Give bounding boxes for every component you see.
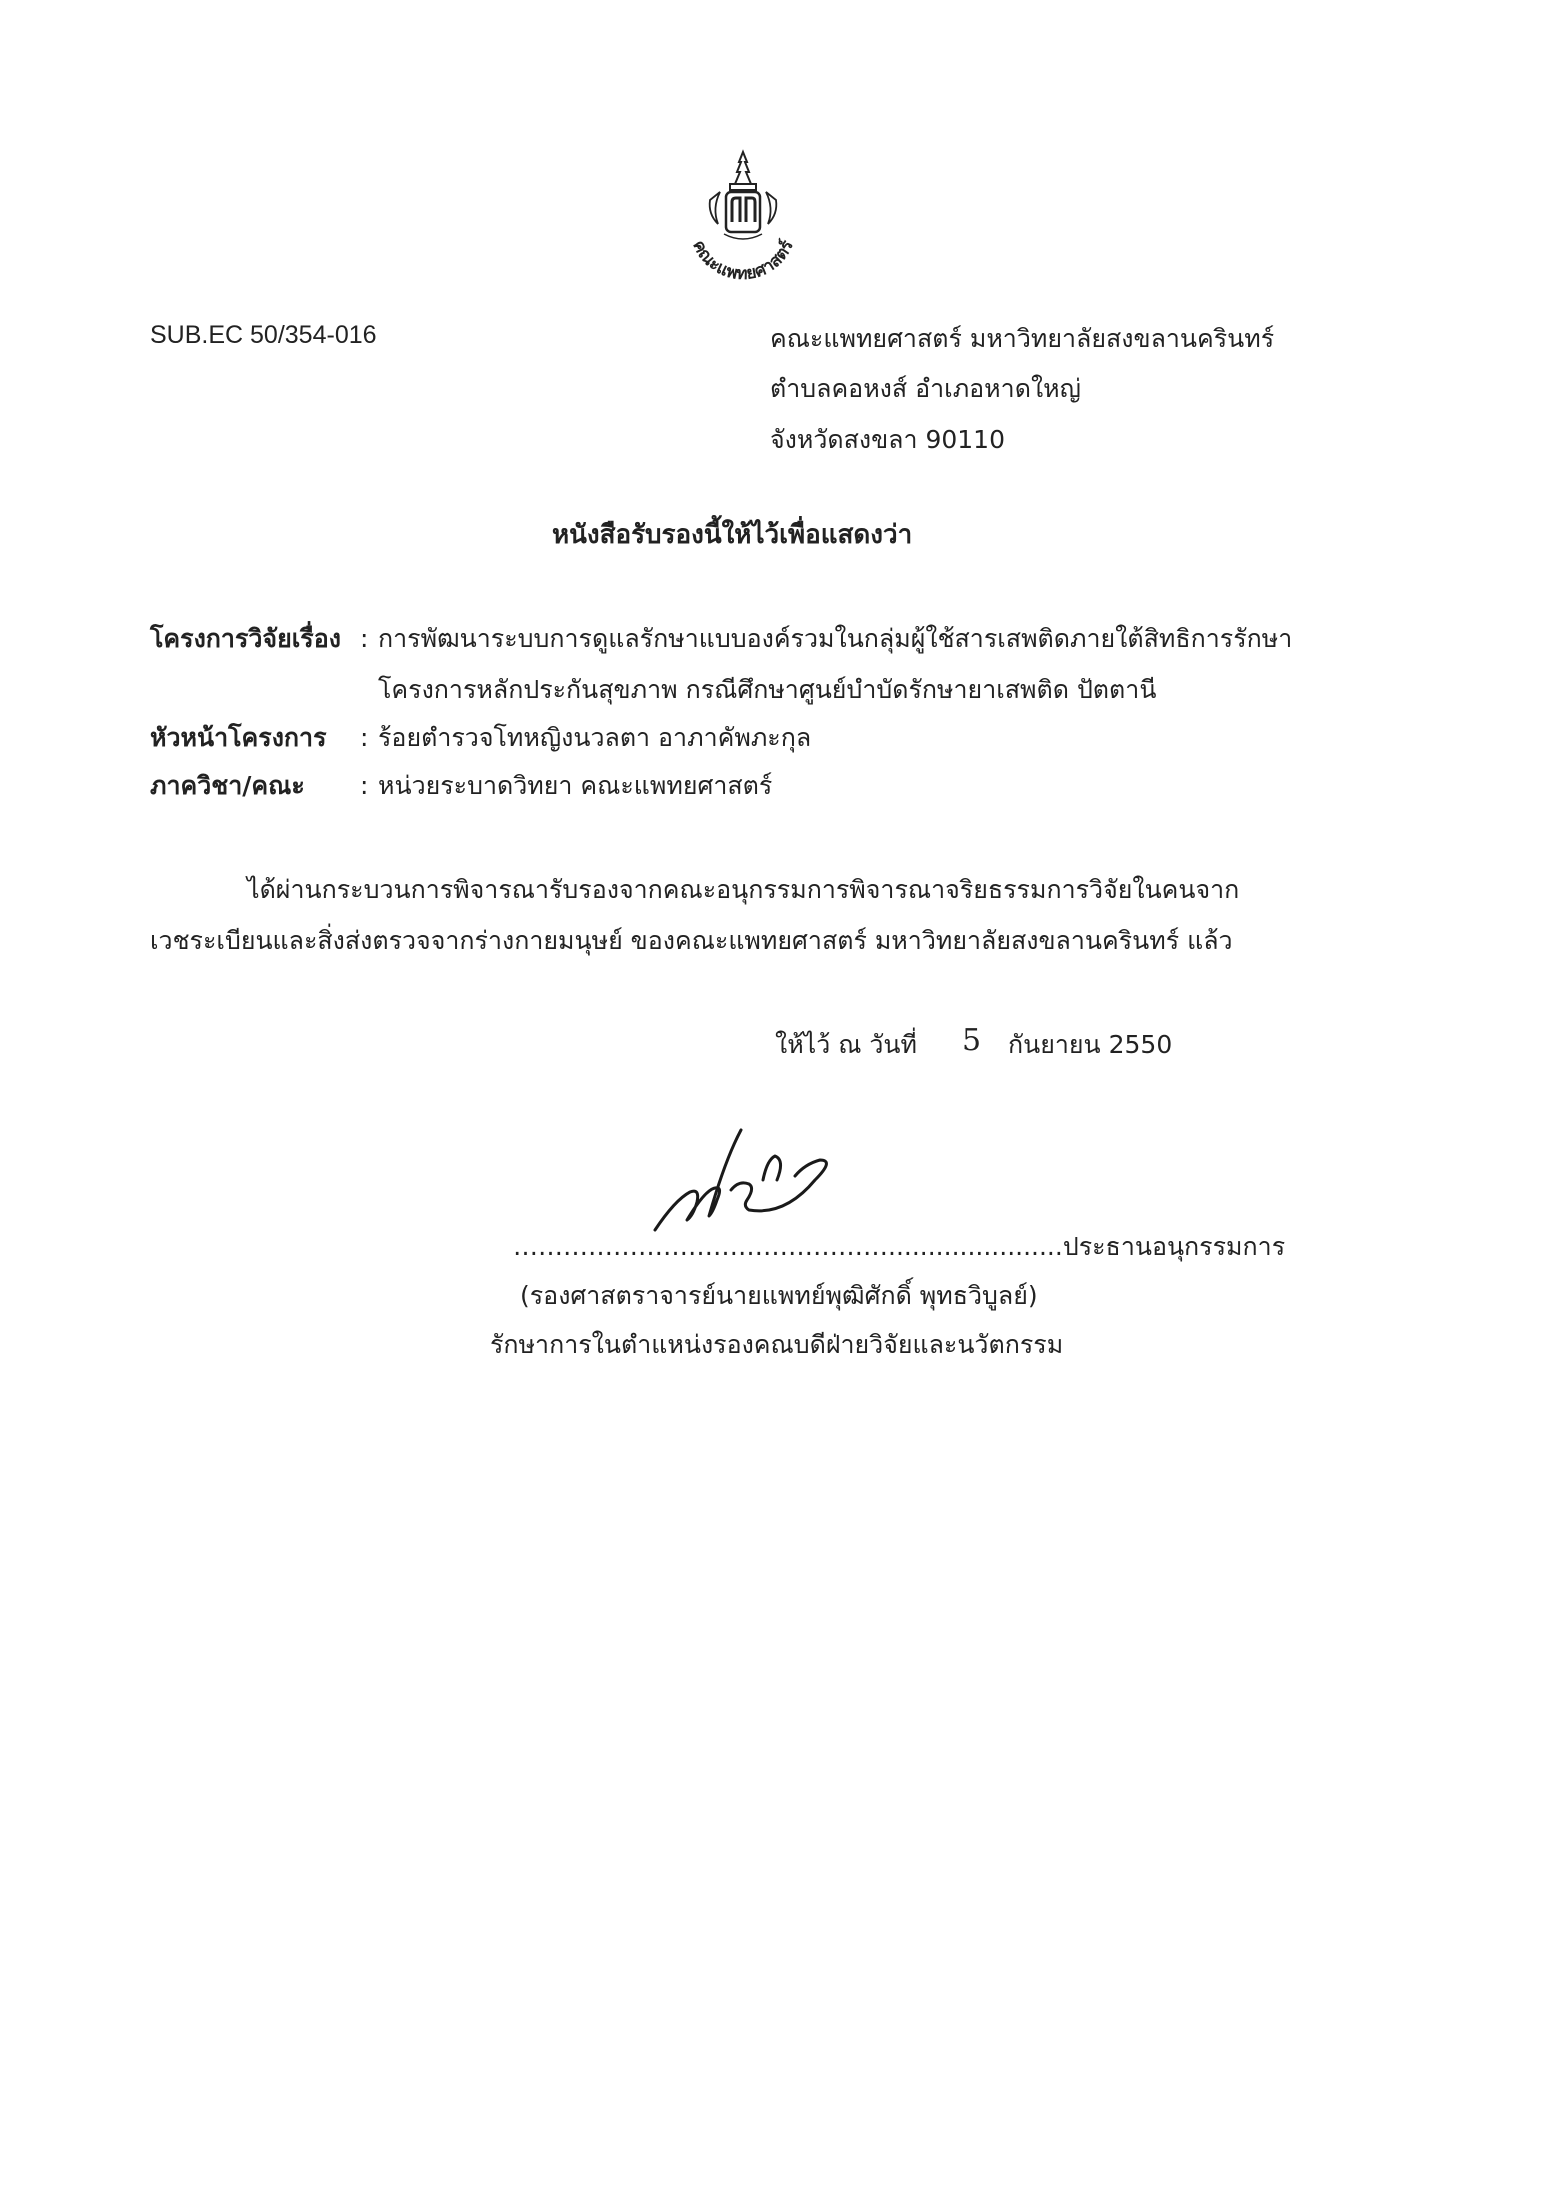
project-head-colon: : [360, 723, 369, 752]
date-day: 5 [962, 1023, 982, 1058]
certificate-title: หนังสือรับรองนี้ให้ไว้เพื่อแสดงว่า [552, 520, 913, 550]
address-line-2: ตำบลคอหงส์ อำเภอหาดใหญ่ [770, 374, 1081, 403]
seal-arc-text: คณะแพทยศาสตร์ [688, 237, 798, 285]
signature-line-chairman: ………………………………………......................ประธานอนุกรรมการ [513, 1232, 1286, 1261]
faculty-seal-logo [668, 148, 818, 298]
project-title-line-2: โครงการหลักประกันสุขภาพ กรณีศึกษาศูนย์บำบัดรักษายาเสพติด ปัตตานี [378, 675, 1157, 704]
project-title-line-1: การพัฒนาระบบการดูแลรักษาแบบองค์รวมในกลุ่มผู้ใช้สารเสพติดภายใต้สิทธิการรักษา [378, 624, 1293, 653]
project-title-colon: : [360, 624, 369, 653]
project-head-label: หัวหน้าโครงการ [150, 723, 327, 752]
signatory-name: (รองศาสตราจารย์นายแพทย์พุฒิศักดิ์ พุทธวิบูลย์) [520, 1281, 1038, 1310]
signatory-acting-role: รักษาการในตำแหน่งรองคณบดีฝ่ายวิจัยและนวัตกรรม [490, 1330, 1064, 1359]
address-line-1: คณะแพทยศาสตร์ มหาวิทยาลัยสงขลานครินทร์ [770, 324, 1275, 353]
department-value: หน่วยระบาดวิทยา คณะแพทยศาสตร์ [378, 771, 773, 800]
reference-number: SUB.EC 50/354-016 [150, 321, 377, 349]
body-line-1: ได้ผ่านกระบวนการพิจารณารับรองจากคณะอนุกรรมการพิจารณาจริยธรรมการวิจัยในคนจาก [247, 875, 1240, 904]
department-colon: : [360, 771, 369, 800]
body-line-2: เวชระเบียนและสิ่งส่งตรวจจากร่างกายมนุษย์ ของคณะแพทยศาสตร์ มหาวิทยาลัยสงขลานครินทร์ แล้ว [150, 926, 1233, 955]
department-label: ภาควิชา/คณะ [150, 771, 305, 800]
address-line-3: จังหวัดสงขลา 90110 [770, 425, 1005, 454]
svg-text:คณะแพทยศาสตร์ [688, 236, 798, 284]
project-head-value: ร้อยตำรวจโทหญิงนวลตา อาภาคัพภะกุล [378, 723, 812, 752]
project-title-label: โครงการวิจัยเรื่อง [150, 624, 341, 653]
date-prefix: ให้ไว้ ณ วันที่ [775, 1030, 917, 1059]
date-month-year: กันยายน 2550 [1008, 1030, 1173, 1059]
